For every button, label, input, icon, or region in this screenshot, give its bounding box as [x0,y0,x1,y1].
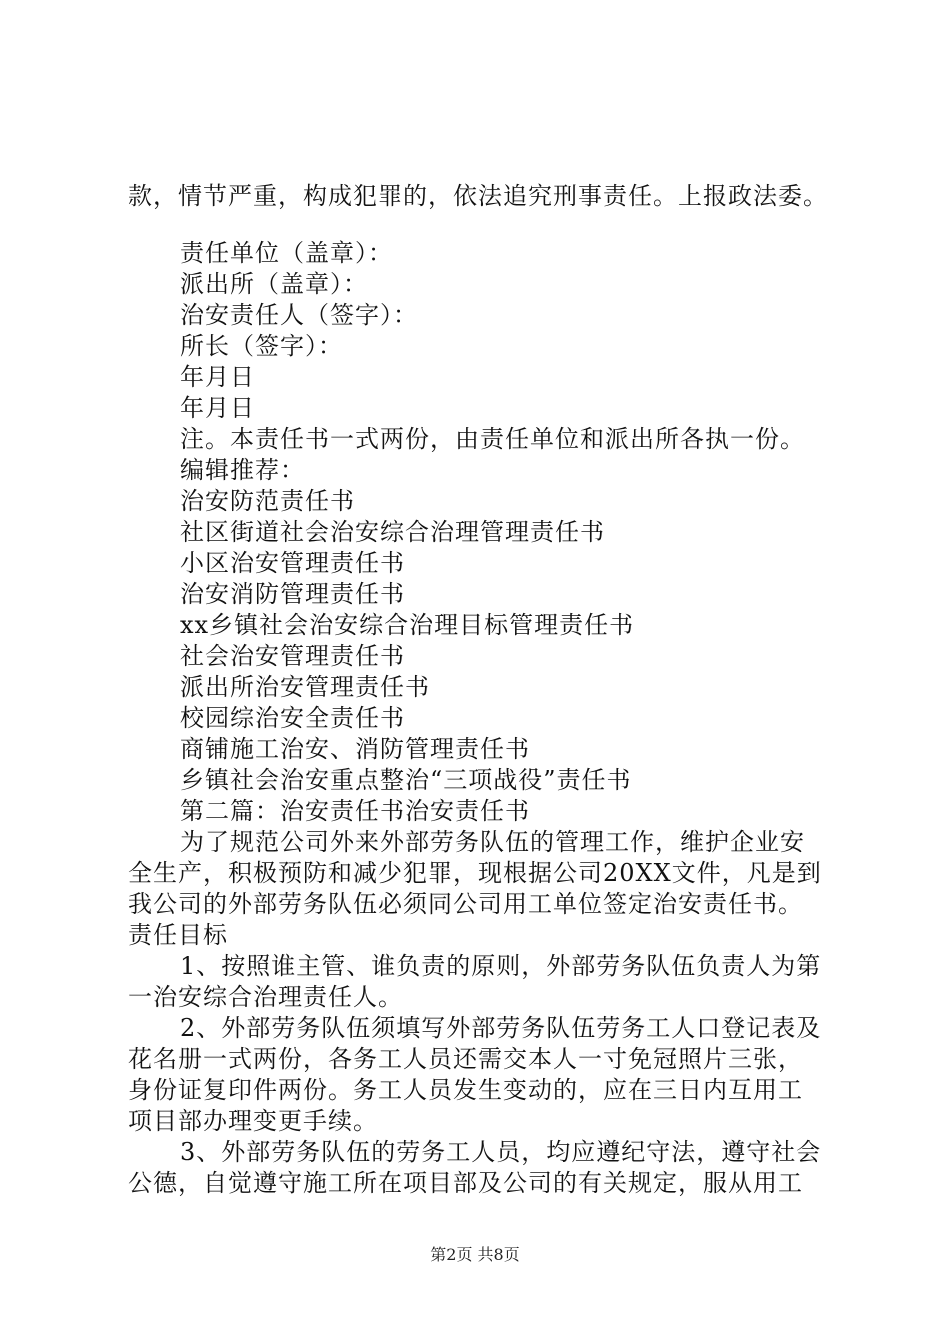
item2-line: 花名册一式两份，各务工人员还需交本人一寸免冠照片三张， [128,1045,803,1073]
recommend-heading: 编辑推荐： [180,456,305,484]
paragraph1-line: 为了规范公司外来外部劳务队伍的管理工作，维护企业安 [180,828,805,856]
recommend-item: 小区治安管理责任书 [180,549,405,577]
recommend-item: 社区街道社会治安综合治理管理责任书 [180,518,605,546]
goal-heading: 责任目标 [128,921,228,949]
recommend-item: 治安防范责任书 [180,487,355,515]
item3-line: 公德，自觉遵守施工所在项目部及公司的有关规定，服从用工 [128,1169,803,1197]
intro-line: 款，情节严重，构成犯罪的，依法追究刑事责任。上报政法委。 [128,182,828,210]
signature-line-police-station: 派出所（盖章）： [180,270,368,298]
date-line-2: 年月日 [180,394,255,422]
recommend-item: 商铺施工治安、消防管理责任书 [180,735,530,763]
recommend-item: 乡镇社会治安重点整治“三项战役”责任书 [180,766,632,794]
note-line: 注。本责任书一式两份，由责任单位和派出所各执一份。 [180,425,805,453]
paragraph1-line: 全生产，积极预防和减少犯罪，现根据公司20XX文件，凡是到 [128,859,822,887]
recommend-item: 治安消防管理责任书 [180,580,405,608]
item1-line: 1、按照谁主管、谁负责的原则，外部劳务队伍负责人为第 [180,952,822,980]
signature-line-director: 所长（签字）： [180,332,343,360]
item2-line: 2、外部劳务队伍须填写外部劳务队伍劳务工人口登记表及 [180,1014,822,1042]
item2-line: 身份证复印件两份。务工人员发生变动的，应在三日内互用工 [128,1076,803,1104]
item2-line: 项目部办理变更手续。 [128,1107,378,1135]
recommend-item: xx乡镇社会治安综合治理目标管理责任书 [180,611,635,639]
item1-line: 一治安综合治理责任人。 [128,983,403,1011]
signature-line-unit: 责任单位（盖章）： [180,239,393,267]
signature-line-responsible-person: 治安责任人（签字）： [180,301,418,329]
section-title: 第二篇：治安责任书治安责任书 [180,797,530,825]
date-line-1: 年月日 [180,363,255,391]
paragraph1-line: 我公司的外部劳务队伍必须同公司用工单位签定治安责任书。 [128,890,803,918]
recommend-item: 校园综治安全责任书 [180,704,405,732]
recommend-item: 派出所治安管理责任书 [180,673,430,701]
item3-line: 3、外部劳务队伍的劳务工人员，均应遵纪守法，遵守社会 [180,1138,822,1166]
recommend-item: 社会治安管理责任书 [180,642,405,670]
page-footer: 第2页 共8页 [430,1245,520,1264]
